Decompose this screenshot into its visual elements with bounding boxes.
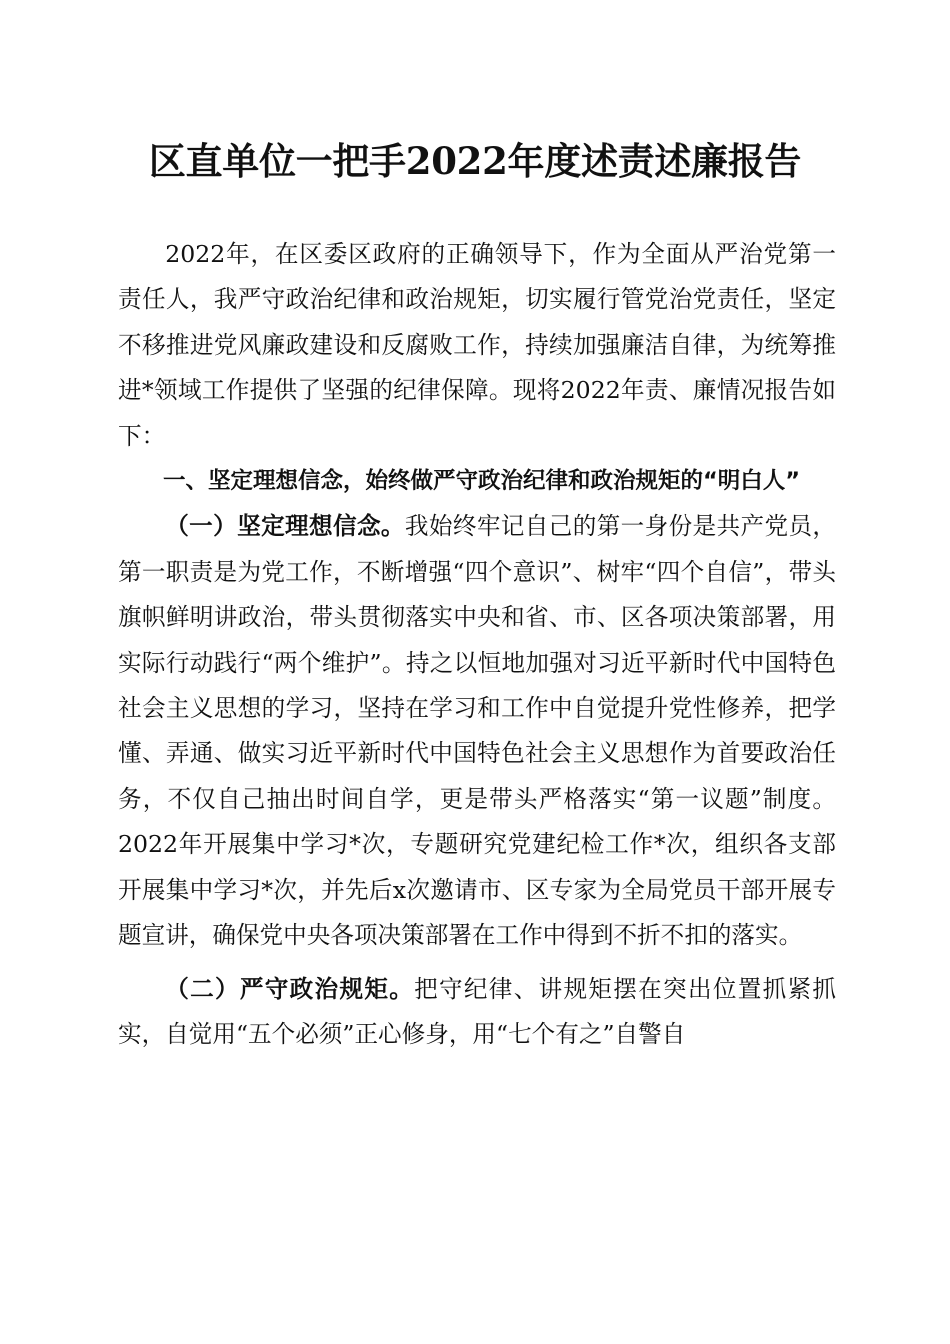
subsection-1-text: 我始终牢记自己的第一身份是共产党员，第一职责是为党工作，不断增强“四个意识”、树牢“四个自信”，带头旗帜鲜明讲政治，带头贯彻落实中央和省、市、区各项决策部署，用实际行动践行“两个维护”。持之以恒地加强对习近平新时代中国特色社会主义思想的学习，坚持在学习和工作中自觉提升党性修养，把学懂、弄通、做实习近平新时代中国特色社会主义思想作为首要政治任务，不仅自己抽出时间自学，更是带头严格落实“第一议题”制度。2022年开展集中学习*次，专题研究党建纪检工作*次，组织各支部开展集中学习*次，并先后x次邀请市、区专家为全局党员干部开展专题宣讲，确保党中央各项决策部署在工作中得到不折不扣的落实。 — [118, 512, 837, 950]
intro-paragraph: 2022年，在区委区政府的正确领导下，作为全面从严治党第一责任人，我严守政治纪律和政治规矩，切实履行管党治党责任，坚定不移推进党风廉政建设和反腐败工作，持续加强廉洁自律，为统筹推进*领域工作提供了坚强的纪律保障。现将2022年责、廉情况报告如下： — [118, 240, 836, 450]
subsection-2-paragraph — [118, 967, 836, 1058]
document-title: 区直单位一把手2022年度述责述廉报告 — [148, 139, 802, 183]
subsection-1-label: （一）坚定理想信念。 — [165, 512, 405, 541]
subsection-2-label: （二）严守政治规矩。 — [165, 974, 415, 1003]
document-body — [118, 232, 836, 1057]
section-heading-1: 一、坚定理想信念，始终做严守政治纪律和政治规矩的“明白人” — [163, 468, 801, 495]
subsection-1-paragraph — [118, 504, 836, 958]
subsection-2-text: 把守纪律、讲规矩摆在突出位置抓紧抓实，自觉用“五个必须”正心修身，用“七个有之”自警自 — [118, 974, 837, 1048]
